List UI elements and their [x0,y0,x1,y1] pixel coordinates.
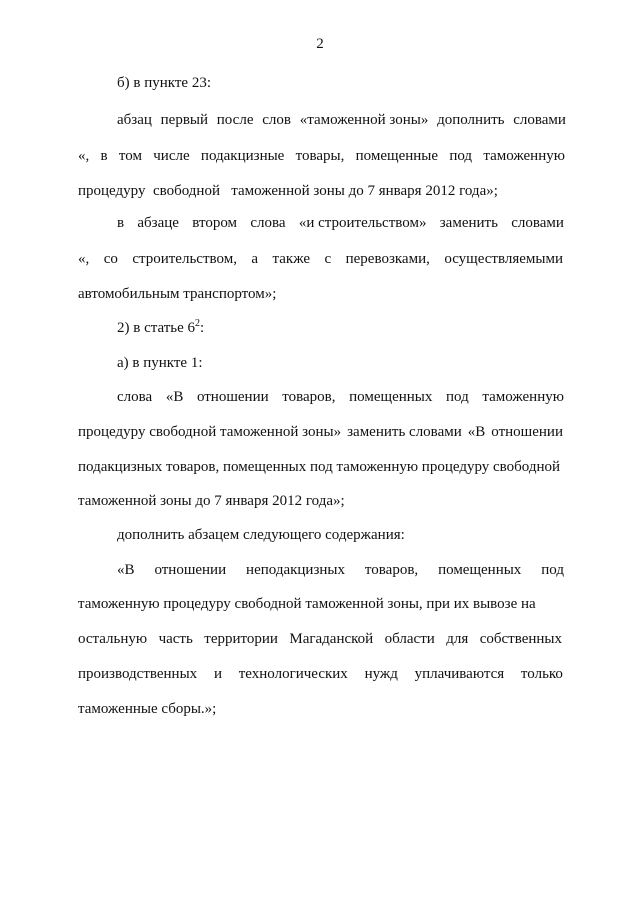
colon: : [200,320,205,336]
word: том [118,148,142,164]
word: а [251,251,259,267]
word: товары, [295,148,345,164]
paragraph-quote-line-5: таможенные сборы.»; [78,701,217,717]
word: под [445,389,469,405]
article-reference: 2) в статье 6 [117,320,196,336]
word: нужд [364,666,398,682]
word: таможенную [483,148,565,164]
paragraph-article-6-2 [117,319,204,337]
word: неподакцизных [246,562,345,578]
word: абзац [117,112,152,128]
word: отношении [196,389,269,405]
word: товаров, [364,562,419,578]
word: перевозками, [345,251,430,267]
paragraph-words-line-1 [117,388,564,406]
word: слова [250,215,286,231]
word: помещенные [355,148,439,164]
word: с [324,251,332,267]
word: таможенную [482,389,564,405]
word: собственных [479,631,562,647]
word: осуществляемыми [444,251,563,267]
paragraph-words-line-4: таможенной зоны до 7 января 2012 года»; [78,493,345,509]
word: часть [158,631,193,647]
word: отношении [491,424,563,440]
word: и [213,666,222,682]
word: первый [160,112,209,128]
word: области [384,631,435,647]
paragraph-quote-line-4 [78,665,563,683]
word: «, [78,251,90,267]
word: отношении [154,562,227,578]
word: помещенных [438,562,522,578]
word: «В [165,389,184,405]
paragraph-quote-line-1 [117,561,564,579]
word: числе [153,148,190,164]
word: «В [117,562,135,578]
word: слов [262,112,291,128]
paragraph-words-line-3: подакцизных товаров, помещенных под таможенную процедуру свободной [78,459,561,475]
paragraph-second-abzac-line-3: автомобильным транспортом»; [78,286,277,302]
paragraph-add-abzac: дополнить абзацем следующего содержания: [117,527,405,543]
word: остальную [78,631,148,647]
word: помещенных [349,389,433,405]
article-superscript: 2 [195,318,201,329]
word: технологических [238,666,348,682]
word: со [103,251,118,267]
paragraph-first-abzac-line-3: процедуру свободной таможенной зоны до 7 января 2012 года»; [78,183,498,199]
word: словами [511,215,564,231]
paragraph-second-abzac-line-2 [78,250,563,268]
paragraph-quote-line-2: таможенную процедуру свободной таможенной зоны, при их вывозе на [78,596,536,612]
word: подакцизные [200,148,285,164]
word: для [446,631,469,647]
word: словами [513,112,566,128]
word: заменить словами [347,424,462,440]
word: в [117,215,125,231]
word: после [216,112,254,128]
paragraph-words-line-2 [78,423,563,441]
page-number: 2 [316,36,324,52]
word: под [541,562,564,578]
word: втором [192,215,238,231]
word: уплачиваются [414,666,505,682]
word: «, [78,148,90,164]
word: только [520,666,563,682]
word: «таможенной зоны» [299,112,429,128]
word: «В [467,424,486,440]
word: также [272,251,311,267]
paragraph-first-abzac-line-1 [117,111,566,129]
word: товаров, [282,389,336,405]
word: территории [204,631,278,647]
word: заменить [439,215,498,231]
paragraph-second-abzac-line-1 [117,214,564,232]
word: абзаце [137,215,179,231]
word: в [100,148,108,164]
paragraph-first-abzac-line-2 [78,147,565,165]
word: дополнить [437,112,505,128]
paragraph-quote-line-3 [78,630,562,648]
word: производственных [78,666,198,682]
word: процедуру свободной таможенной зоны» [78,424,342,440]
paragraph-b-point-23: б) в пункте 23: [117,75,211,91]
word: Магаданской [289,631,374,647]
word: «и строительством» [298,215,427,231]
word: строительством, [132,251,237,267]
paragraph-a-point-1: а) в пункте 1: [117,355,203,371]
word: под [449,148,473,164]
word: слова [117,389,153,405]
